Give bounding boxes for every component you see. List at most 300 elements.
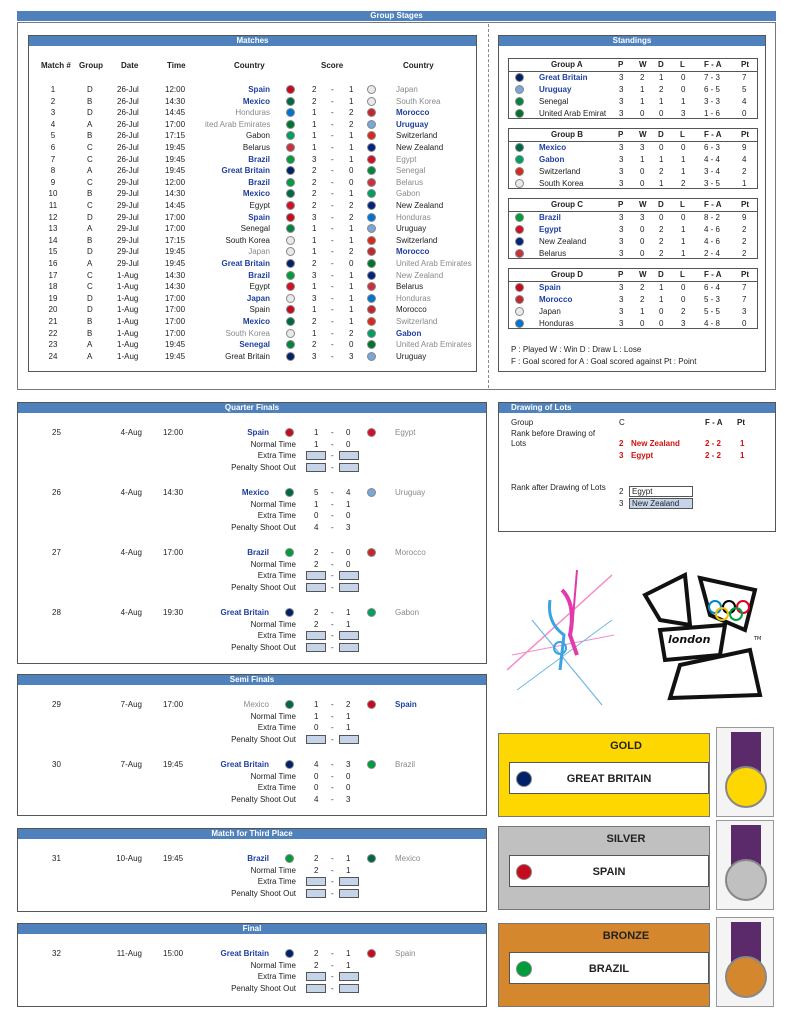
standings-col-header: Pt: [741, 130, 749, 139]
ko-match-number: 28: [52, 608, 61, 617]
ko-away-flag-icon: [367, 608, 376, 617]
home-flag-icon: [286, 166, 295, 175]
medal-disc-icon: [725, 859, 767, 901]
standings-row: [509, 142, 757, 154]
standings-col-header: W: [639, 60, 647, 69]
match-date: 26-Jul: [117, 96, 139, 106]
match-date: 26-Jul: [117, 85, 139, 94]
home-score-input[interactable]: [306, 571, 326, 580]
home-flag-icon: [286, 178, 295, 187]
sub-home-score: 0: [314, 723, 319, 732]
standings-value: 3 - 5: [704, 179, 721, 188]
home-score: 2: [312, 96, 317, 106]
ko-home-flag-icon: [285, 854, 294, 863]
away-team: United Arab Emirates: [396, 259, 472, 268]
ko-away-flag-icon: [367, 949, 376, 958]
score-dash: -: [331, 351, 334, 361]
away-score-input[interactable]: [339, 877, 359, 886]
match-number: 21: [48, 317, 58, 326]
match-time: 14:30: [165, 282, 186, 292]
lots-title: Drawing of Lots: [499, 403, 775, 413]
away-team: Morocco: [396, 305, 427, 315]
home-score: 1: [312, 131, 317, 141]
standings-col-header: W: [639, 270, 647, 279]
sub-dash: -: [331, 511, 334, 520]
sub-home-score: 2: [314, 559, 319, 569]
home-score-input[interactable]: [306, 984, 326, 993]
standings-value: 0: [681, 283, 686, 292]
standings-row: [509, 166, 757, 178]
standings-value: 2: [640, 295, 645, 304]
normal-time-label: Normal Time: [250, 711, 296, 721]
sub-home-score: 0: [314, 511, 319, 520]
match-group: B: [87, 131, 93, 141]
normal-time-label: Normal Time: [250, 960, 296, 970]
home-score-input[interactable]: [306, 877, 326, 886]
ko-match-time: 12:00: [163, 428, 184, 437]
home-score: 2: [312, 317, 317, 326]
standings-value: 4: [742, 97, 747, 106]
standings-value: 0: [640, 319, 645, 328]
sub-away-score: 3: [346, 794, 351, 804]
ko-home-team: Great Britain: [220, 760, 269, 769]
standings-title: Standings: [499, 36, 765, 46]
away-flag-icon: [367, 329, 376, 338]
away-flag-icon: [367, 166, 376, 175]
score-dash: -: [331, 270, 334, 280]
ko-match-date: 4-Aug: [120, 548, 142, 557]
match-number: 9: [50, 177, 56, 187]
lots-group-label: Group: [511, 418, 534, 427]
standings-value: 3: [619, 295, 624, 304]
standings-value: 0: [659, 319, 664, 328]
home-team: South Korea: [225, 235, 270, 245]
match-group: D: [87, 293, 93, 303]
score-dash: -: [331, 85, 334, 94]
standings-value: 3: [619, 319, 624, 328]
sub-dash: -: [331, 734, 334, 744]
away-score-input[interactable]: [339, 972, 359, 981]
home-score-input[interactable]: [306, 972, 326, 981]
standings-value: 0: [659, 213, 664, 222]
medal-panel: [498, 733, 710, 817]
standings-team: Honduras: [539, 319, 574, 328]
standings-value: 1: [659, 73, 664, 82]
ko-away-flag-icon: [367, 488, 376, 497]
sub-dash: -: [331, 972, 334, 981]
lots-after-team[interactable]: Egypt: [629, 486, 693, 497]
standings-col-header: D: [658, 60, 664, 69]
home-score: 1: [312, 224, 317, 234]
medal-image: [716, 917, 774, 1007]
team-flag-icon: [515, 225, 524, 234]
sub-dash: -: [331, 794, 334, 804]
team-flag-icon: [515, 213, 524, 222]
group-table: [508, 268, 758, 329]
group-name: Group D: [551, 270, 583, 279]
home-flag-icon: [286, 294, 295, 303]
score-dash: -: [331, 96, 334, 106]
away-score: 1: [349, 189, 354, 199]
home-score-input[interactable]: [306, 583, 326, 592]
extra-time-label: Extra Time: [257, 511, 296, 520]
ko-score-dash: -: [331, 548, 334, 557]
standings-value: 2: [742, 167, 747, 176]
standings-value: 0: [640, 249, 645, 258]
logo-trademark: TM: [754, 636, 762, 642]
ko-home-flag-icon: [285, 700, 294, 709]
standings-team: Morocco: [539, 295, 573, 304]
ko-score-dash: -: [331, 428, 334, 437]
away-flag-icon: [367, 97, 376, 106]
away-score-input[interactable]: [339, 889, 359, 898]
standings-value: 4 - 8: [704, 319, 721, 328]
standings-value: 1: [640, 97, 645, 106]
away-score-input[interactable]: [339, 571, 359, 580]
standings-value: 6 - 5: [704, 85, 721, 94]
standings-team: New Zealand: [539, 237, 587, 246]
away-score-input[interactable]: [339, 984, 359, 993]
standings-row: [509, 84, 757, 96]
extra-time-label: Extra Time: [257, 571, 296, 580]
standings-value: 2: [742, 237, 747, 246]
match-number: 15: [48, 247, 58, 257]
away-team: Honduras: [396, 212, 431, 222]
sub-away-score: 1: [346, 723, 351, 732]
team-flag-icon: [515, 237, 524, 246]
away-team: Morocco: [396, 247, 430, 257]
ko-home-score: 4: [314, 760, 319, 769]
home-score-input[interactable]: [306, 643, 326, 652]
away-team: Gabon: [396, 328, 422, 338]
ko-match-date: 4-Aug: [120, 428, 142, 437]
standings-row: [509, 224, 757, 236]
ko-home-team: Mexico: [241, 488, 269, 497]
matches-col-header: Score: [321, 61, 344, 70]
ko-home-score: 1: [314, 700, 319, 709]
away-flag-icon: [367, 294, 376, 303]
standings-value: 5 - 3: [704, 295, 721, 304]
ko-home-score: 2: [314, 854, 319, 863]
standings-col-header: L: [680, 130, 685, 139]
standings-col-header: P: [618, 200, 624, 209]
standings-value: 4 - 4: [704, 155, 721, 164]
standings-value: 4 - 6: [704, 225, 721, 234]
ko-match-time: 15:00: [163, 949, 184, 958]
lots-before-fa: 2 - 2: [705, 451, 722, 460]
ko-home-flag-icon: [285, 548, 294, 557]
standings-legend-2: F : Goal scored for A : Goal scored against Pt : Point: [511, 357, 697, 366]
home-team: Spain: [249, 305, 270, 315]
match-date: 1-Aug: [117, 317, 139, 326]
ko-match-date: 4-Aug: [120, 488, 142, 497]
standings-value: 3: [742, 307, 747, 316]
standings-value: 3 - 4: [704, 167, 721, 176]
standings-value: 2: [681, 179, 686, 188]
match-number: 3: [50, 108, 56, 118]
team-flag-icon: [515, 73, 524, 82]
standings-col-header: Pt: [741, 60, 749, 69]
score-dash: -: [331, 166, 334, 176]
ko-away-score: 4: [346, 488, 351, 497]
ko-match-date: 7-Aug: [120, 760, 142, 769]
score-dash: -: [331, 317, 334, 326]
match-number: 14: [48, 235, 58, 245]
home-score-input[interactable]: [306, 463, 326, 472]
standings-value: 5: [742, 85, 747, 94]
ko-match-time: 17:00: [163, 700, 184, 709]
matches-col-header: Country: [234, 61, 265, 70]
away-flag-icon: [367, 305, 376, 314]
match-number: 24: [48, 351, 58, 361]
home-flag-icon: [286, 224, 295, 233]
ko-away-flag-icon: [367, 854, 376, 863]
lots-before-pt: 1: [740, 439, 745, 448]
sub-dash: -: [331, 888, 334, 898]
ko-away-team: Mexico: [395, 854, 421, 863]
away-score: 1: [349, 96, 354, 106]
match-time: 19:45: [165, 154, 186, 164]
standings-value: 0: [681, 143, 686, 152]
standings-value: 0: [742, 109, 747, 118]
match-group: D: [87, 305, 93, 315]
ko-away-team: Uruguay: [395, 488, 426, 497]
away-team: Uruguay: [396, 351, 427, 361]
sub-dash: -: [331, 522, 334, 532]
drawing-of-lots-panel: [498, 402, 776, 532]
standings-value: 1: [640, 85, 645, 94]
home-score: 3: [312, 351, 317, 361]
match-time: 17:15: [165, 131, 186, 141]
extra-time-label: Extra Time: [257, 451, 296, 460]
away-score-input[interactable]: [339, 735, 359, 744]
home-score-input[interactable]: [306, 631, 326, 640]
home-score: 2: [312, 166, 317, 176]
score-dash: -: [331, 131, 334, 141]
away-team: Switzerland: [396, 235, 438, 245]
match-date: 29-Jul: [117, 235, 139, 245]
lots-before-team: Egypt: [631, 451, 654, 460]
away-team: Switzerland: [396, 131, 438, 141]
team-flag-icon: [515, 179, 524, 188]
sub-dash: -: [331, 983, 334, 993]
olympic-pictogram: [502, 560, 617, 710]
team-flag-icon: [515, 109, 524, 118]
standings-team: Belarus: [539, 249, 567, 258]
ko-match-number: 29: [52, 700, 61, 709]
ko-score-dash: -: [331, 488, 334, 497]
match-time: 17:00: [165, 293, 186, 303]
match-number: 1: [50, 85, 56, 94]
away-team: Senegal: [396, 166, 426, 176]
standings-team: Great Britain: [539, 73, 588, 82]
match-date: 1-Aug: [117, 328, 139, 338]
medal-team-name: [509, 952, 709, 984]
home-flag-icon: [286, 352, 295, 361]
ko-score-dash: -: [331, 854, 334, 863]
match-date: 26-Jul: [117, 119, 139, 129]
penalty-time-label: Penalty Shoot Out: [231, 462, 296, 472]
standings-team: Brazil: [539, 213, 561, 222]
medal-team-name: [509, 762, 709, 794]
standings-value: 2: [640, 73, 645, 82]
match-number: 7: [50, 154, 56, 164]
standings-value: 9: [742, 143, 747, 152]
standings-value: 3: [681, 319, 686, 328]
standings-value: 1: [681, 97, 686, 106]
away-flag-icon: [367, 224, 376, 233]
home-flag-icon: [286, 271, 295, 280]
standings-value: 3: [681, 109, 686, 118]
match-date: 29-Jul: [117, 224, 139, 234]
standings-col-header: F - A: [704, 130, 722, 139]
standings-value: 3: [619, 179, 624, 188]
home-score-input[interactable]: [306, 889, 326, 898]
ko-match-time: 14:30: [163, 488, 184, 497]
ko-home-team: Brazil: [247, 548, 269, 557]
matches-col-header: Time: [167, 61, 186, 70]
match-time: 19:45: [165, 340, 186, 350]
standings-col-header: L: [680, 200, 685, 209]
standings-value: 3: [619, 167, 624, 176]
standings-col-header: W: [639, 130, 647, 139]
ko-home-flag-icon: [285, 428, 294, 437]
home-flag-icon: [286, 97, 295, 106]
normal-time-label: Normal Time: [250, 865, 296, 875]
home-flag-icon: [286, 329, 295, 338]
home-score-input[interactable]: [306, 735, 326, 744]
home-team: Belarus: [242, 143, 270, 152]
normal-time-label: Normal Time: [250, 619, 296, 629]
knockout-title: Semi Finals: [18, 675, 486, 685]
standings-value: 1: [640, 155, 645, 164]
penalty-time-label: Penalty Shoot Out: [231, 582, 296, 592]
home-team: Japan: [246, 293, 270, 303]
match-time: 14:30: [165, 270, 186, 280]
match-number: 17: [48, 270, 58, 280]
away-score: 2: [349, 247, 354, 257]
lots-before-label: Rank before Drawing of Lots: [511, 429, 596, 448]
standings-value: 3: [619, 237, 624, 246]
home-flag-icon: [286, 108, 295, 117]
match-number: 16: [48, 259, 58, 268]
standings-col-header: L: [680, 60, 685, 69]
standings-value: 3: [619, 283, 624, 292]
sub-dash: -: [331, 582, 334, 592]
away-score-input[interactable]: [339, 463, 359, 472]
standings-col-header: D: [658, 270, 664, 279]
ko-away-score: 1: [346, 608, 351, 617]
away-flag-icon: [367, 131, 376, 140]
ko-match-time: 17:00: [163, 548, 184, 557]
standings-col-header: D: [658, 130, 664, 139]
ko-away-flag-icon: [367, 700, 376, 709]
score-dash: -: [331, 189, 334, 199]
match-time: 19:45: [165, 166, 186, 176]
home-team: Spain: [248, 212, 270, 222]
standings-team: Uruguay: [539, 85, 572, 94]
match-date: 29-Jul: [117, 189, 139, 199]
matches-col-header: Country: [403, 61, 434, 70]
extra-time-label: Extra Time: [257, 783, 296, 792]
ko-away-flag-icon: [367, 428, 376, 437]
standings-value: 3: [619, 143, 624, 152]
home-flag-icon: [286, 259, 295, 268]
standings-value: 0: [681, 73, 686, 82]
lots-after-team[interactable]: New Zealand: [629, 498, 693, 509]
standings-team: Egypt: [539, 225, 562, 234]
home-flag-icon: [286, 305, 295, 314]
sub-home-score: 0: [314, 771, 319, 781]
home-team: Senegal: [239, 340, 270, 350]
away-flag-icon: [367, 108, 376, 117]
match-group: B: [87, 189, 93, 199]
away-score: 1: [349, 282, 354, 292]
ko-home-flag-icon: [285, 488, 294, 497]
ko-match-date: 11-Aug: [116, 949, 142, 958]
sub-away-score: 0: [346, 511, 351, 520]
match-number: 18: [48, 282, 58, 292]
standings-team: Mexico: [539, 143, 567, 152]
match-date: 29-Jul: [117, 247, 139, 257]
away-score-input[interactable]: [339, 643, 359, 652]
ko-match-time: 19:45: [163, 854, 184, 863]
away-score-input[interactable]: [339, 451, 359, 460]
medal-team-name: [509, 855, 709, 887]
match-time: 17:00: [165, 119, 186, 129]
home-score-input[interactable]: [306, 451, 326, 460]
sub-dash: -: [331, 877, 334, 886]
group-table: [508, 58, 758, 119]
standings-value: 6 - 3: [704, 143, 721, 152]
match-date: 1-Aug: [117, 340, 139, 350]
penalty-time-label: Penalty Shoot Out: [231, 983, 296, 993]
home-score: 3: [312, 154, 317, 164]
standings-row: [509, 294, 757, 306]
team-flag-icon: [515, 319, 524, 328]
away-flag-icon: [367, 340, 376, 349]
home-flag-icon: [286, 201, 295, 210]
sub-dash: -: [331, 865, 334, 875]
away-team: New Zealand: [396, 201, 444, 210]
medal-panel: [498, 923, 710, 1007]
standings-value: 3: [640, 213, 645, 222]
ko-match-time: 19:45: [163, 760, 184, 769]
match-group: A: [87, 224, 93, 234]
standings-row: [509, 212, 757, 224]
team-flag-icon: [515, 143, 524, 152]
medal-title: GOLD: [610, 740, 642, 752]
standings-value: 3: [619, 155, 624, 164]
away-score: 1: [349, 85, 354, 94]
medal-flag-icon: [516, 771, 532, 787]
away-score: 0: [349, 340, 354, 350]
standings-value: 0: [742, 319, 747, 328]
ko-score-dash: -: [331, 608, 334, 617]
ko-away-score: 0: [346, 428, 351, 437]
home-score: 1: [312, 282, 317, 292]
match-date: 1-Aug: [117, 351, 139, 361]
standings-row: [509, 236, 757, 248]
away-score-input[interactable]: [339, 583, 359, 592]
home-team: Egypt: [249, 282, 270, 292]
score-dash: -: [331, 212, 334, 222]
lots-after-label: Rank after Drawing of Lots: [511, 483, 606, 492]
standings-value: 3: [640, 143, 645, 152]
away-score-input[interactable]: [339, 631, 359, 640]
ko-score-dash: -: [331, 760, 334, 769]
match-time: 17:00: [165, 317, 186, 326]
